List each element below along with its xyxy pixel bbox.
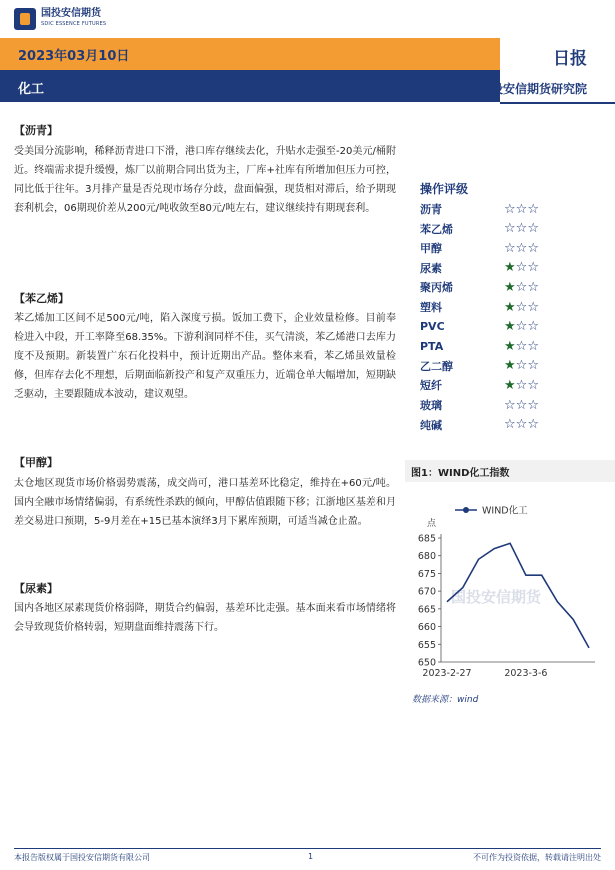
empty-star-icon: ☆ bbox=[527, 397, 539, 413]
section-title-urea: 【尿素】 bbox=[14, 582, 58, 595]
rating-row bbox=[420, 238, 560, 258]
empty-star-icon: ☆ bbox=[515, 201, 528, 217]
empty-star-icon: ☆ bbox=[527, 240, 539, 256]
empty-star-icon: ☆ bbox=[527, 338, 539, 354]
rating-stars bbox=[504, 379, 539, 392]
empty-star-icon: ☆ bbox=[527, 319, 539, 335]
rating-name: PTA bbox=[420, 339, 444, 353]
empty-star-icon: ☆ bbox=[504, 397, 516, 413]
rating-name: 纯碱 bbox=[420, 418, 442, 432]
empty-star-icon: ☆ bbox=[527, 417, 539, 433]
rating-row bbox=[420, 258, 560, 278]
empty-star-icon: ☆ bbox=[527, 260, 539, 276]
filled-star-icon: ★ bbox=[504, 299, 516, 315]
header-divider bbox=[500, 102, 615, 104]
empty-star-icon: ☆ bbox=[515, 299, 528, 315]
x-tick-label: 2023-2-27 bbox=[422, 668, 472, 679]
y-tick-label: 685 bbox=[417, 533, 436, 545]
empty-star-icon: ☆ bbox=[515, 377, 528, 393]
rating-stars bbox=[504, 418, 539, 431]
rating-stars bbox=[504, 320, 539, 333]
section-title-methanol: 【甲醇】 bbox=[14, 456, 58, 469]
filled-star-icon: ★ bbox=[504, 338, 516, 354]
y-tick-label: 650 bbox=[417, 657, 436, 669]
section-body-urea: 国内各地区尿素现货价格弱降，期货合约偏弱，基差环比走强。基本面来看市场情绪将会导致现货价格转弱，短期盘面维持震荡下行。 bbox=[14, 603, 396, 633]
figure-source: 数据来源：wind bbox=[412, 695, 479, 705]
rating-row bbox=[420, 415, 560, 435]
empty-star-icon: ☆ bbox=[527, 201, 539, 217]
report-type: 日报 bbox=[553, 49, 587, 69]
rating-stars bbox=[504, 222, 539, 235]
footer-divider bbox=[14, 848, 601, 849]
rating-row bbox=[420, 317, 560, 337]
rating-row bbox=[420, 199, 560, 219]
wind-chemical-index-chart bbox=[405, 490, 605, 688]
empty-star-icon: ☆ bbox=[527, 377, 539, 393]
rating-stars bbox=[504, 261, 539, 274]
legend-label: WIND化工 bbox=[482, 505, 528, 517]
filled-star-icon: ★ bbox=[504, 260, 516, 276]
filled-star-icon: ★ bbox=[504, 377, 516, 393]
y-tick-label: 680 bbox=[417, 551, 436, 563]
rating-row bbox=[420, 395, 560, 415]
y-tick-label: 660 bbox=[417, 622, 436, 634]
empty-star-icon: ☆ bbox=[527, 221, 539, 237]
rating-row bbox=[420, 297, 560, 317]
filled-star-icon: ★ bbox=[504, 358, 516, 374]
rating-title: 操作评级 bbox=[420, 182, 469, 196]
empty-star-icon: ☆ bbox=[515, 338, 528, 354]
section-body-asphalt: 受美国分流影响，稀释沥青进口下滑，港口库存继续去化，升贴水走强至-20美元/桶附近。终端需求提升缓慢，炼厂以前期合同出货为主，厂库+社库有所增加但压力可控，同比低于往年。3月排产量是否兑现市场存分歧，盘面偏强，现货相对滞后，给予期现套利机会，06期现价差从200元/吨收敛至80元/吨左右，建议继续持有期现套利。 bbox=[14, 146, 396, 214]
rating-name: 乙二醇 bbox=[420, 359, 453, 373]
rating-stars bbox=[504, 301, 539, 314]
rating-stars bbox=[504, 203, 539, 216]
legend-marker bbox=[463, 507, 469, 513]
rating-name: 塑料 bbox=[420, 301, 442, 314]
logo-en-text: SDIC ESSENCE FUTURES bbox=[41, 21, 107, 27]
section-body-styrene: 苯乙烯加工区间不足500元/吨，陷入深度亏损。饭加工费下，企业效量检修。目前奉检进入中段，开工率降至68.35%。下游利润同样不佳，买气清淡，苯乙烯港口去库力度不及预期。新装置广东石化投料中，预计近期出产品。整体来看，苯乙烯虽效量检修，但库存去化不理想，后期面临新投产和复产双重压力，近端仓单大幅增加，短期缺乏驱动，主要跟随成本波动，建议观望。 bbox=[14, 313, 396, 400]
rating-row bbox=[420, 356, 560, 376]
section-title-styrene: 【苯乙烯】 bbox=[14, 292, 69, 305]
empty-star-icon: ☆ bbox=[515, 358, 528, 374]
empty-star-icon: ☆ bbox=[515, 279, 528, 295]
empty-star-icon: ☆ bbox=[527, 358, 539, 374]
empty-star-icon: ☆ bbox=[515, 319, 528, 335]
institute-name: 国投安信期货研究院 bbox=[478, 82, 587, 96]
empty-star-icon: ☆ bbox=[515, 221, 528, 237]
filled-star-icon: ★ bbox=[504, 279, 516, 295]
rating-name: PVC bbox=[420, 320, 445, 334]
y-tick-label: 665 bbox=[417, 604, 436, 616]
empty-star-icon: ☆ bbox=[527, 279, 539, 295]
y-axis-label: 点 bbox=[427, 519, 437, 529]
y-tick-label: 670 bbox=[417, 586, 436, 598]
rating-name: 尿素 bbox=[420, 261, 442, 275]
empty-star-icon: ☆ bbox=[527, 299, 539, 315]
filled-star-icon: ★ bbox=[504, 319, 516, 335]
figure-title: 图1：WIND化工指数 bbox=[411, 468, 510, 479]
footer-disclaimer: 不可作为投资依据，转载请注明出处 bbox=[473, 853, 601, 862]
logo-cn-text: 国投安信期货 bbox=[41, 8, 101, 19]
rating-name: 沥青 bbox=[420, 203, 442, 216]
report-date: 2023年03月10日 bbox=[18, 49, 130, 64]
rating-name: 玻璃 bbox=[420, 399, 442, 412]
empty-star-icon: ☆ bbox=[515, 240, 528, 256]
rating-name: 甲醇 bbox=[420, 242, 442, 256]
rating-stars bbox=[504, 242, 539, 255]
x-tick-label: 2023-3-6 bbox=[504, 668, 548, 679]
rating-stars bbox=[504, 359, 539, 372]
chart-watermark: 国投安信期货 bbox=[451, 588, 542, 606]
empty-star-icon: ☆ bbox=[515, 397, 528, 413]
company-logo bbox=[14, 8, 106, 30]
rating-row bbox=[420, 375, 560, 395]
rating-row bbox=[420, 219, 560, 239]
category-band bbox=[0, 70, 500, 102]
rating-name: 短纤 bbox=[420, 379, 442, 393]
empty-star-icon: ☆ bbox=[504, 201, 516, 217]
page-number: 1 bbox=[308, 852, 314, 861]
empty-star-icon: ☆ bbox=[515, 417, 528, 433]
logo-mark-icon bbox=[14, 8, 36, 30]
section-title-asphalt: 【沥青】 bbox=[14, 124, 58, 137]
rating-stars bbox=[504, 340, 539, 353]
rating-name: 苯乙烯 bbox=[420, 222, 453, 236]
rating-row bbox=[420, 336, 560, 356]
empty-star-icon: ☆ bbox=[515, 260, 528, 276]
rating-stars bbox=[504, 399, 539, 412]
empty-star-icon: ☆ bbox=[504, 221, 516, 237]
empty-star-icon: ☆ bbox=[504, 240, 516, 256]
section-body-methanol: 太仓地区现货市场价格弱势震荡，成交尚可，港口基差环比稳定，维持在+60元/吨。国内全融市场情绪偏弱，有系统性杀跌的倾向，甲醇估值跟随下移；江浙地区基差和月差交易进口预期，5-9月差在+15已基本演绎3月下累库预期，可适当减仓止盈。 bbox=[14, 478, 396, 527]
y-tick-label: 675 bbox=[417, 568, 436, 580]
rating-name: 聚丙烯 bbox=[420, 281, 453, 295]
rating-stars bbox=[504, 281, 539, 294]
y-tick-label: 655 bbox=[417, 639, 436, 651]
empty-star-icon: ☆ bbox=[504, 417, 516, 433]
report-category: 化工 bbox=[18, 82, 45, 97]
rating-row bbox=[420, 277, 560, 297]
footer-copyright: 本报告版权属于国投安信期货有限公司 bbox=[14, 853, 150, 862]
